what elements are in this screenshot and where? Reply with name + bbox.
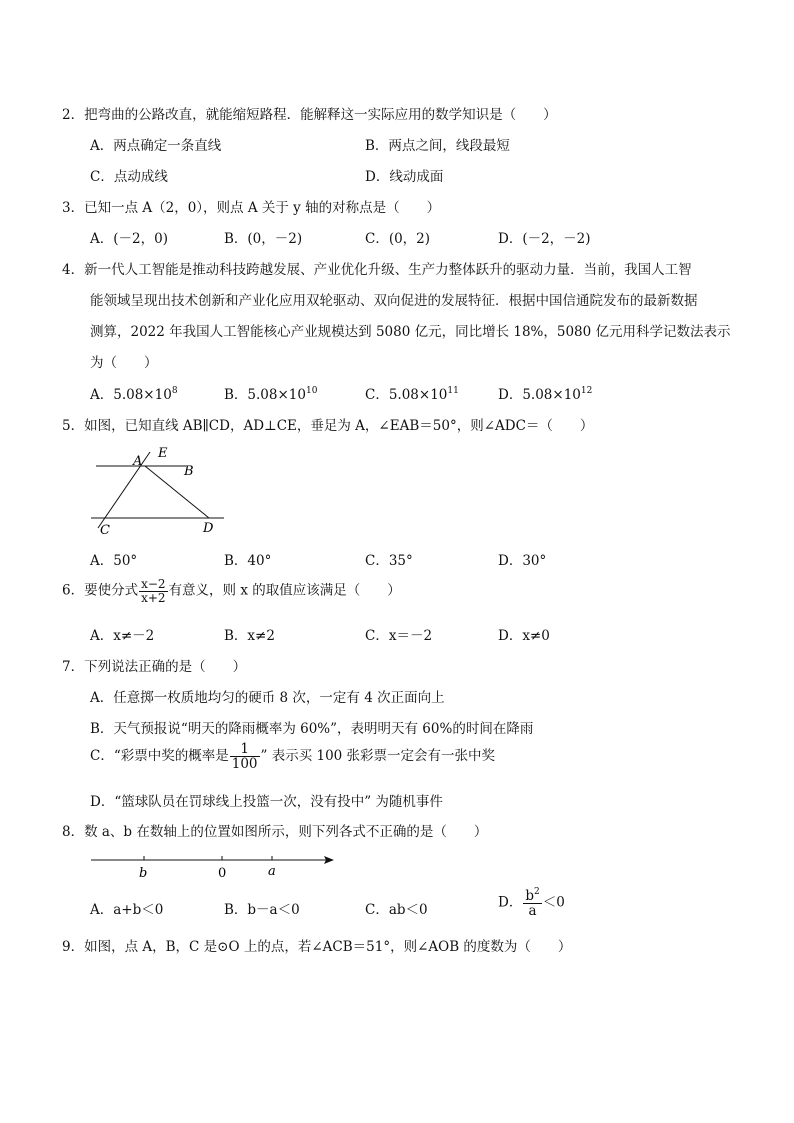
q8-option-d: D． $\frac{b^2}{a}$ ＜0 [498,887,565,920]
q3-option-b: B．(0，－2) [224,231,303,247]
line-ad [145,466,209,518]
q3-stem: 3．已知一点 A（2，0），则点 A 关于 y 轴的对称点是（ ） [62,200,441,216]
q7-stem: 7．下列说法正确的是（ ） [62,659,247,675]
q3-option-c: C．(0，2) [365,231,431,247]
q3-option-d: D．(－2，－2) [498,231,591,247]
label-c: C [100,523,110,538]
q6-option-d: D．x≠0 [498,628,550,644]
q6-stem: 6．要使分式 $\frac{x-2}{x+2}$ 有意义，则 x 的取值应该满足（ ） [62,577,401,605]
label-e: E [158,446,168,461]
q6-fraction: $\frac{x-2}{x+2}$ [141,577,166,605]
label-b: B [184,464,194,479]
q5-option-b: B．40° [224,553,272,569]
q8-number-line [88,850,338,882]
q8-option-c: C．ab＜0 [365,902,428,918]
q2-stem: 2．把弯曲的公路改直，就能缩短路程．能解释这一实际应用的数学知识是（ ） [62,107,557,123]
q6-option-a: A．x≠－2 [90,628,155,644]
q6-option-b: B．x≠2 [224,628,275,644]
q5-option-c: C．35° [365,553,413,569]
q6-option-c: C．x＝－2 [365,628,433,644]
q4-option-a: A．$5.08\times 10^8$ [90,386,178,403]
q2-option-b: B．两点之间，线段最短 [365,138,510,154]
q8-stem: 8．数 a、b 在数轴上的位置如图所示，则下列各式不正确的是（ ） [62,824,488,840]
q8-option-a: A．a+b＜0 [90,902,164,918]
q5-geometry-figure [88,444,233,539]
q4-option-d: D．$5.08\times 10^{12}$ [498,386,593,403]
label-d: D [203,521,214,536]
axis-label-zero: 0 [218,866,227,881]
q7-fraction: $\frac{1}{100}$ [231,741,258,773]
q2-option-d: D．线动成面 [365,169,444,185]
q7-option-d: D．“篮球队员在罚球线上投篮一次，没有投中” 为随机事件 [90,794,443,810]
q4-line-2: 能领域呈现出技术创新和产业化应用双轮驱动、双向促进的发展特征．根据中国信通院发布的最新数据 [90,293,698,309]
q9-stem: 9．如图，点 A，B，C 是⊙O 上的点，若∠ACB＝51°，则∠AOB 的度数为（ ） [62,939,572,955]
q5-option-d: D．30° [498,553,547,569]
axis-label-b: b [139,866,148,881]
axis-label-a: a [268,864,276,879]
q5-option-a: A．50° [90,553,138,569]
q4-option-b: B．$5.08\times 10^{10}$ [224,386,318,403]
q5-stem: 5．如图，已知直线 AB∥CD，AD⊥CE，垂足为 A，∠EAB＝50°，则∠ADC＝（ ） [62,418,594,434]
q3-option-a: A．(－2，0) [90,231,168,247]
label-a: A [133,454,143,469]
q2-option-a: A．两点确定一条直线 [90,138,222,154]
q7-option-c: C．“彩票中奖的概率是 $\frac{1}{100}$ ” 表示买 100 张彩票一定会有一张中奖 [90,741,496,773]
q8-option-b: B．b－a＜0 [224,902,300,918]
q4-option-c: C．$5.08\times 10^{11}$ [365,386,459,403]
q4-line-1: 4．新一代人工智能是推动科技跨越发展、产业优化升级、生产力整体跃升的驱动力量．当前，我国人工智 [62,262,692,278]
q2-option-c: C．点动成线 [90,169,168,185]
q7-option-b: B．天气预报说“明天的降雨概率为 60%”，表明明天有 60%的时间在降雨 [90,721,534,737]
q4-line-4: 为（ ） [90,355,158,371]
q4-line-3: 测算，2022 年我国人工智能核心产业规模达到 5080 亿元，同比增长 18%，5080 亿元用科学记数法表示 [90,324,731,340]
q8-fraction: $\frac{b^2}{a}$ [525,887,540,920]
q7-option-a: A．任意掷一枚质地均匀的硬币 8 次，一定有 4 次正面向上 [90,690,445,706]
